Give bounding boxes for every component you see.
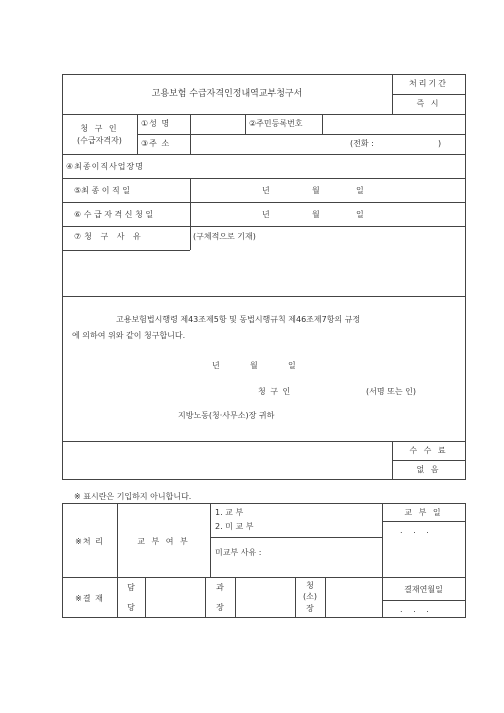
application-day: 일: [356, 210, 364, 219]
phone-field[interactable]: [384, 135, 434, 153]
issue-date-dots: . . .: [400, 526, 433, 535]
leave-year: 년: [262, 186, 270, 195]
phone-label: (전화 :: [350, 139, 374, 148]
office-chief-label-mid: (소): [303, 592, 317, 601]
statement-line-1: 고용보험법시행령 제43조제5항 및 동법시행규칙 제46조제7항의 규정: [116, 315, 361, 324]
last-leave-date-field[interactable]: [191, 179, 464, 201]
leave-day: 일: [356, 186, 364, 195]
approval-date-label: 결재연월일: [404, 585, 443, 594]
staff-label-bottom: 당: [127, 603, 135, 612]
name-label: ①성 명: [141, 119, 171, 128]
rrn-label: ②주민등록번호: [249, 119, 303, 128]
application-date-label: ⑥ 수 급 자 격 신 청 일: [74, 210, 154, 219]
issuance-label: 교 부 여 부: [137, 537, 190, 546]
rrn-field[interactable]: [323, 115, 464, 133]
application-year: 년: [262, 210, 270, 219]
claimant-sub-label: (수급자격자): [77, 136, 122, 145]
sign-day: 일: [288, 361, 296, 370]
processing-period-label: 처리기간: [409, 79, 448, 88]
option-issued: 1. 교 부: [215, 508, 244, 517]
leave-month: 월: [312, 186, 320, 195]
approval-date-dots: . . .: [400, 605, 433, 614]
sign-year: 년: [212, 361, 220, 370]
staff-label-top: 담: [127, 583, 135, 592]
signature-field[interactable]: [300, 382, 364, 398]
not-issued-reason-label: 미교부 사유 :: [215, 548, 262, 557]
fee-label: 수 수 료: [409, 446, 448, 455]
sign-month: 월: [250, 361, 258, 370]
office-chief-label-bottom: 장: [306, 604, 314, 613]
office-note: ※ 표시란은 기입하지 아니합니다.: [74, 492, 192, 501]
office-chief-label-top: 청: [306, 581, 314, 590]
name-field[interactable]: [191, 115, 244, 133]
addressee: 지방노동(청·사무소)장 귀하: [178, 411, 275, 420]
section-chief-label-top: 과: [216, 583, 224, 592]
claimant-label: 청 구 인: [80, 124, 119, 133]
claim-reason-hint: (구체적으로 기재): [193, 232, 256, 241]
form-title: 고용보험 수급자격인정내역교부청구서: [151, 89, 303, 99]
last-workplace-label: ④최종이직사업장명: [66, 162, 144, 171]
fee-value: 없 음: [416, 465, 441, 474]
sign-claimant-label: 청 구 인: [258, 387, 292, 396]
processing-label: ※처 리: [75, 537, 104, 546]
last-leave-date-label: ⑤최 종 이 직 일: [74, 186, 130, 195]
sign-hint: (서명 또는 인): [366, 387, 416, 396]
phone-close: ): [438, 139, 442, 148]
office-chief-sign-box[interactable]: [326, 578, 381, 616]
address-field[interactable]: [191, 135, 346, 153]
statement-line-2: 에 의하여 위와 같이 청구합니다.: [72, 331, 186, 340]
address-label: ③주 소: [141, 139, 171, 148]
section-chief-label-bottom: 장: [216, 603, 224, 612]
issue-date-label: 교 부 일: [404, 508, 443, 517]
claim-reason-field[interactable]: [191, 244, 464, 294]
option-not-issued: 2. 미 교 부: [215, 522, 254, 531]
section-chief-sign-box[interactable]: [236, 578, 294, 616]
approval-label: ※결 재: [75, 594, 104, 603]
processing-period-value: 즉 시: [416, 99, 441, 108]
claim-reason-label: ⑦청 구 사 유: [74, 232, 144, 241]
staff-sign-box[interactable]: [146, 578, 204, 616]
application-date-field[interactable]: [191, 203, 464, 225]
application-month: 월: [312, 210, 320, 219]
last-workplace-field[interactable]: [190, 155, 464, 177]
